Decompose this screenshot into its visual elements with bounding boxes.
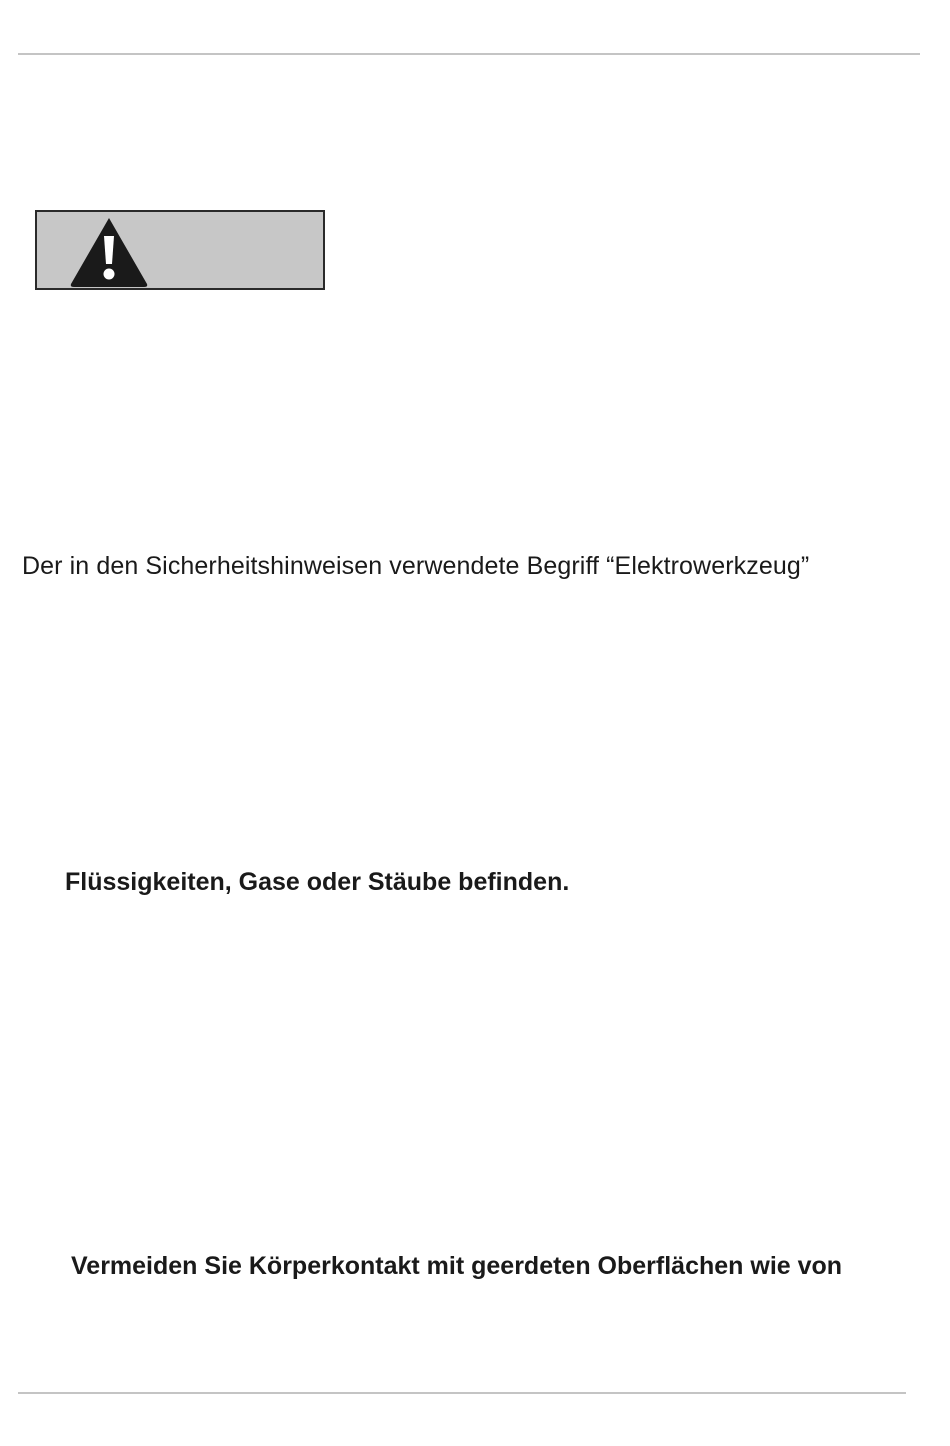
warning-triangle-icon	[67, 214, 151, 288]
warning-banner	[35, 210, 325, 290]
contact-text: Vermeiden Sie Körperkontakt mit geerdeten Oberflächen wie von	[71, 1252, 843, 1280]
bottom-divider	[18, 1392, 906, 1394]
intro-text: Der in den Sicherheitshinweisen verwendete Begriff “Elektrowerkzeug”	[22, 552, 810, 580]
hazard-text: Flüssigkeiten, Gase oder Stäube befinden.	[65, 868, 570, 896]
top-divider	[18, 53, 920, 55]
